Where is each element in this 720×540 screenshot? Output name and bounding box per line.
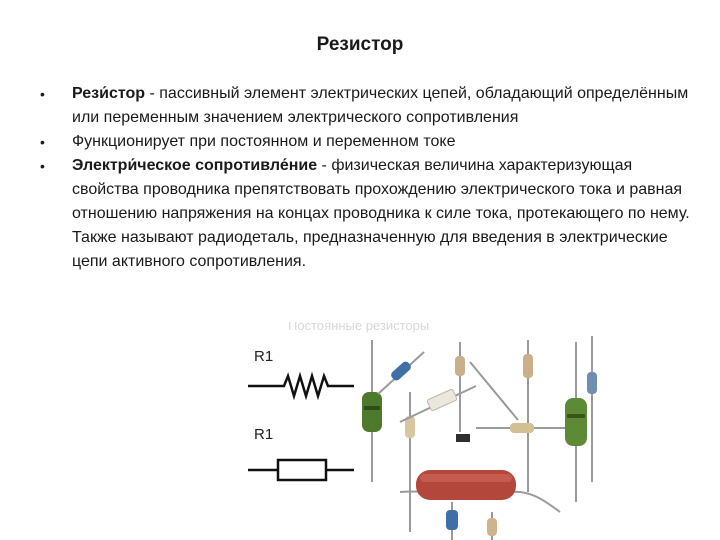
green-resistor-right-icon — [565, 342, 587, 502]
red-power-resistor-icon — [400, 470, 560, 512]
resistor-figure — [236, 322, 720, 540]
symbol-label-box: R1 — [254, 426, 274, 443]
bullet-item-2 — [40, 130, 690, 154]
green-resistor-left-icon — [362, 340, 382, 482]
bullet-dot-icon: • — [40, 158, 45, 174]
blue-resistor-diagonal-icon — [378, 352, 424, 394]
bullet-item-3 — [40, 154, 690, 274]
figure-caption: Постоянные резисторы — [288, 322, 430, 333]
resistor-photos — [360, 322, 720, 540]
white-power-resistor-icon — [400, 386, 476, 422]
blue-resistor-3-icon — [446, 510, 458, 530]
resistor-box-symbol-icon — [246, 450, 358, 490]
tan-resistor-icon — [455, 356, 465, 376]
smd-resistor-icon — [456, 434, 470, 442]
beige-resistor-2-icon — [523, 354, 533, 378]
bullet-item-1 — [40, 82, 690, 130]
bullet-text-2: Функционирует при постоянном и переменном токе — [72, 133, 456, 150]
bullet-dot-icon: • — [40, 86, 45, 102]
blue-resistor-2-icon — [587, 372, 597, 394]
horizontal-resistor-icon — [510, 423, 534, 433]
term-resistance: Электри́ческое сопротивле́ние — [72, 157, 318, 174]
bullet-text-3: - физическая величина характеризующая свойства проводника препятствовать прохождению электрического тока и равная отношению напряжения на концах проводника к силе тока, протекающего по нему. Также называют радиодеталь, предназначенную для введения в электрические цепи активного сопротивления. — [72, 157, 690, 270]
beige-resistor-3-icon — [487, 518, 497, 536]
bullet-text-1: - пассивный элемент электрических цепей, обладающий определённым или переменным значением электрического сопротивления — [72, 85, 689, 126]
symbol-label-zigzag: R1 — [254, 348, 274, 365]
resistor-zigzag-symbol-icon — [246, 362, 358, 406]
bullet-dot-icon: • — [40, 134, 45, 150]
term-resistor: Рези́стор — [72, 85, 146, 102]
bullet-list — [40, 82, 690, 274]
slide-title: Резистор — [316, 34, 404, 55]
